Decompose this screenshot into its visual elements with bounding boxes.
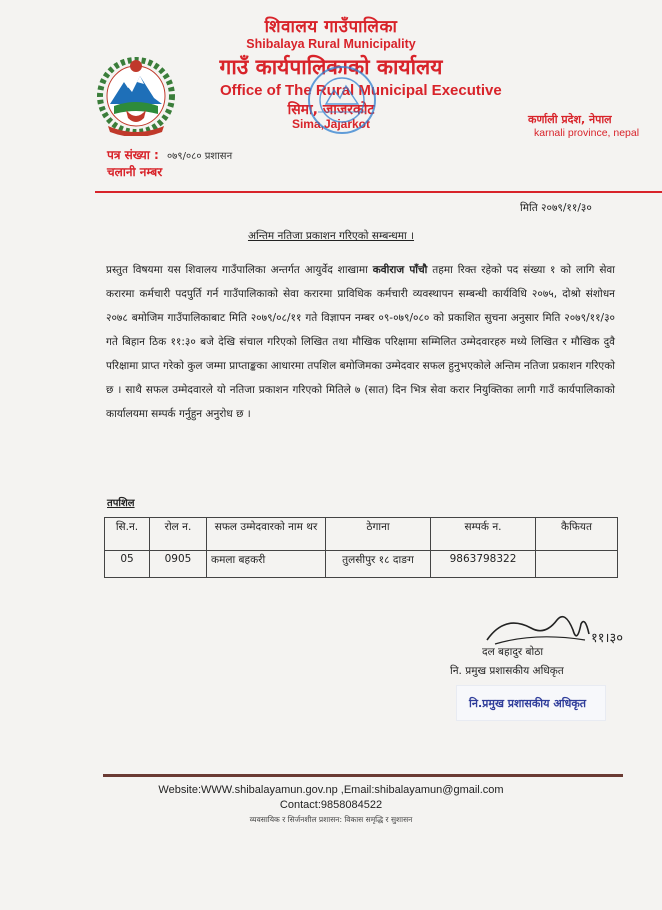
signatory-title: नि. प्रमुख प्रशासकीय अधिकृत [450, 665, 564, 677]
signatory-name: दल बहादुर बोठा [482, 646, 544, 658]
municipality-name-en: Shibalaya Rural Municipality [246, 37, 416, 51]
location-en: Sima,Jajarkot [291, 117, 371, 131]
footer-divider [103, 774, 623, 777]
footer-website-email: Website:WWW.shibalayamun.gov.np ,Email:shibalayamun@gmail.com [158, 784, 504, 796]
cell-name: कमला बहकरी [207, 551, 326, 578]
province-np: कर्णाली प्रदेश, नेपाल [528, 113, 612, 126]
cell-address: तुलसीपुर १८ दाङग [326, 551, 431, 578]
office-name-np: गाउँ कार्यपालिकाको कार्यालय [219, 55, 443, 79]
cell-remarks [536, 551, 618, 578]
header-divider [95, 191, 662, 193]
patra-sankhya [107, 146, 232, 163]
col-sn: सि.न. [105, 518, 150, 551]
body-text-part1: प्रस्तुत विषयमा यस शिवालय गाउँपालिका अन्तर्गत आयुर्वेद शाखामा [106, 264, 373, 276]
results-table [104, 517, 618, 578]
col-address: ठेगाना [326, 518, 431, 551]
body-text-part2: तहमा रिक्त रहेको पद संख्या १ को लागि सेवा करारमा कर्मचारी पदपुर्ति गर्न गाउँपालिकाको सेवा करारमा प्राविधिक कर्मचारी व्यवस्थापन सम्बन्धी कार्यविधि २०७५, दोश्रो संशोधन २०७८ बमोजिम गाउँपालिकाबाट मिति २०७९/०८/११ गते विज्ञापन नम्बर ०९-०७९/०८० को प्रकाशित सुचना अनुसार मिति २०७९/११/३० गते बिहान ठिक ११:३० बजे देखि संचाल गरिएको लिखित तथा मौखिक परिक्षामा सम्मिलित उम्मेदवारहरु मध्ये लिखित र मौखिक दुवै परिक्षामा प्राप्त गरेको कुल जम्मा प्राप्ताङ्कका आधारमा तपशिल बमोजिमका उम्मेदवार सफल हुनुभएकोले अन्तिम नतिजा प्रकाशन गरिएको छ । साथै सफल उम्मेदवारले यो नतिजा प्रकाशन गरिएको मितिले ७ (सात) दिन भित्र सेवा करार नियुक्तिका लागी गाउँ कार्यपालिकाको कार्यालयमा सम्पर्क गर्नुहुन अनुरोध छ । [106, 264, 615, 420]
table-row [105, 551, 618, 578]
col-roll: रोल न. [150, 518, 207, 551]
table-header-row [105, 518, 618, 551]
col-contact: सम्पर्क न. [431, 518, 536, 551]
footer-contact: Contact:9858084522 [279, 799, 383, 811]
location-np: सिमा, जाजरकोट [287, 102, 375, 118]
municipality-name-np: शिवालय गाउँपालिका [264, 17, 398, 37]
province-en: karnali province, nepal [534, 127, 640, 139]
patra-label: पत्र संख्या : [107, 148, 159, 162]
cell-contact: 9863798322 [431, 551, 536, 578]
signature-date: ११।३० [591, 631, 623, 646]
body-text-bold: कवीराज पाँचौ [372, 264, 428, 276]
cell-roll: 0905 [150, 551, 207, 578]
signatory-stamp: नि.प्रमुख प्रशासकीय अधिकृत [456, 685, 606, 721]
letter-date: मिति २०७९/११/३० [520, 202, 592, 214]
col-name: सफल उम्मेदवारको नाम थर [207, 518, 326, 551]
col-remarks: कैफियत [536, 518, 618, 551]
office-name-en: Office of The Rural Municipal Executive [220, 82, 502, 99]
chalani-label: चलानी नम्बर [107, 165, 163, 179]
tapasil-label: तपशिल [107, 498, 135, 509]
letter-subject: अन्तिम नतिजा प्रकाशन गरिएको सम्बन्धमा । [247, 230, 415, 242]
footer-slogan: व्यवसायिक र सिर्जनशील प्रशासन: विकास समृद्धि र सुशासन [249, 815, 413, 824]
office-stamp-icon [296, 60, 388, 140]
patra-value: ०७९/०८० प्रशासन [166, 151, 233, 162]
cell-sn: 05 [105, 551, 150, 578]
letter-body [106, 258, 615, 426]
